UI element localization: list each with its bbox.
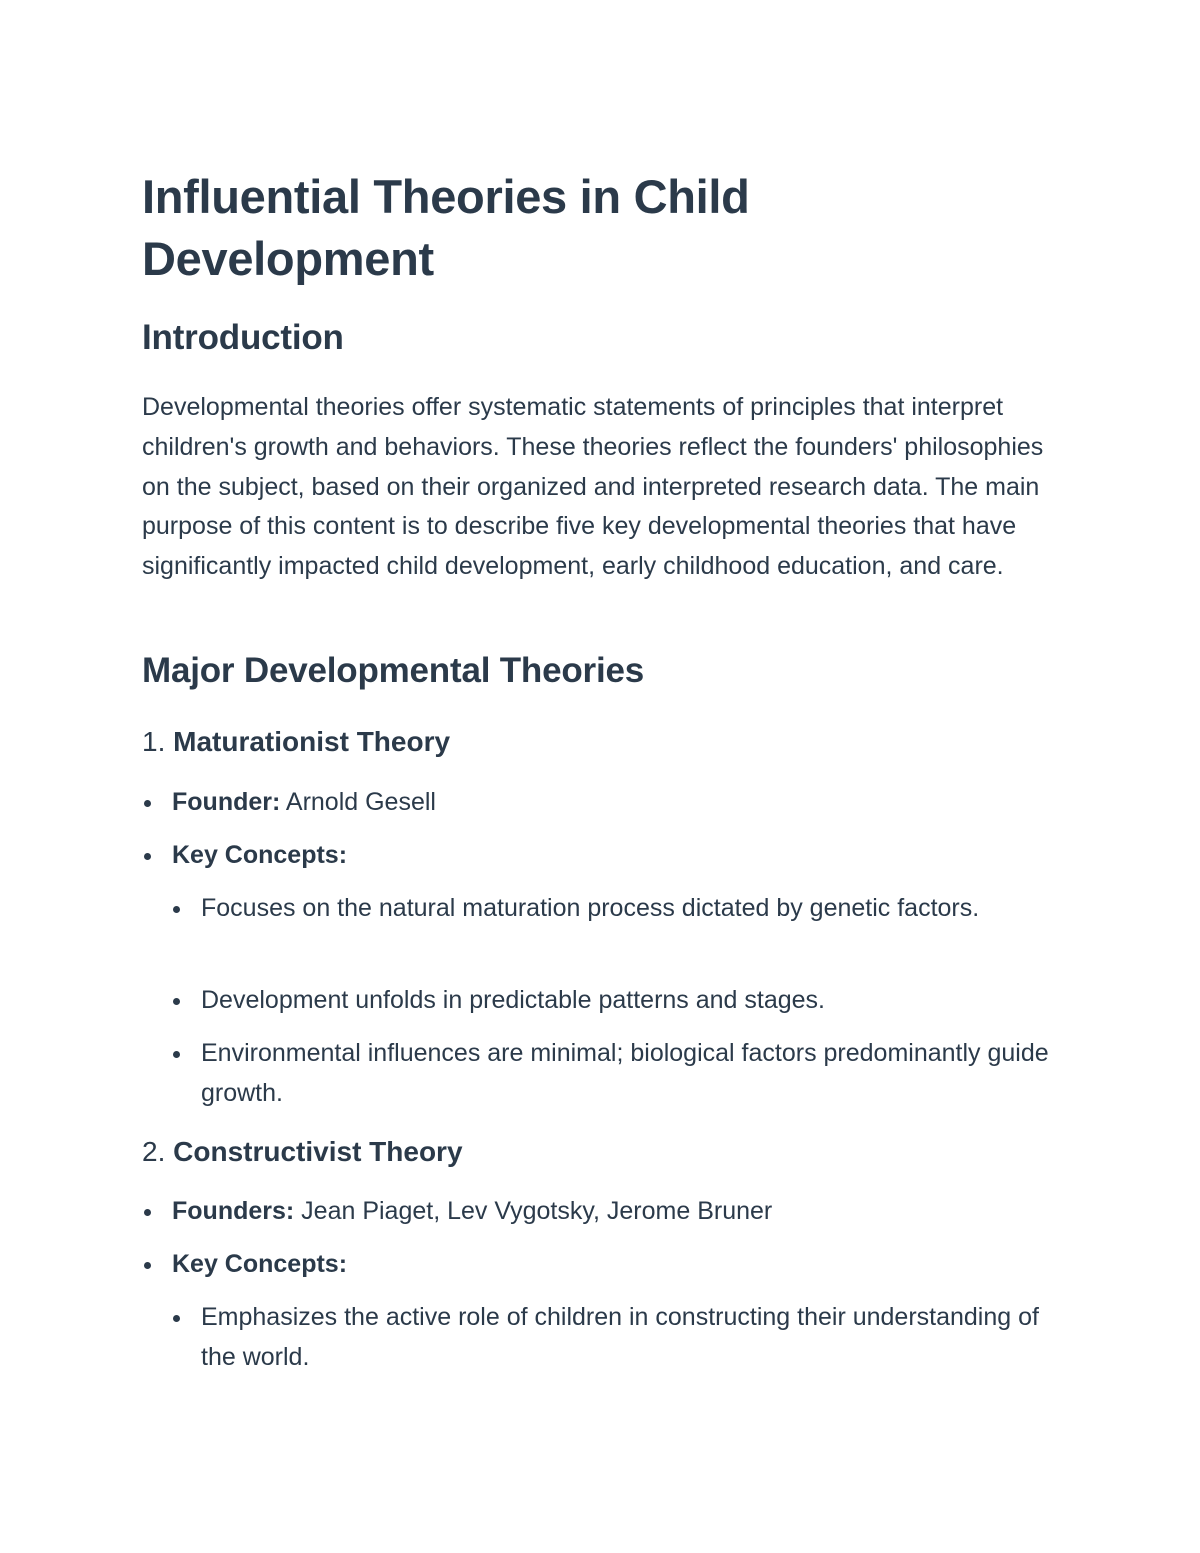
key-concepts-label: Key Concepts: [172,1250,348,1278]
theory-1-number: 1. [142,726,166,757]
theory-1-concept-2: Development unfolds in predictable patterns and stages. [142,981,1051,1021]
theory-1-founder-item [142,783,1072,823]
key-concepts-label: Key Concepts: [172,841,348,869]
introduction-heading: Introduction [142,318,344,357]
theory-1-name: Maturationist Theory [173,726,451,757]
theory-1-concept-1: Focuses on the natural maturation process dictated by genetic factors. [142,889,1051,929]
theory-1-heading [142,724,450,760]
theory-2-heading [142,1134,463,1170]
theory-1-key-concepts-item [142,836,1072,876]
theory-1-concept-3: Environmental influences are minimal; biological factors predominantly guide growth. [142,1034,1051,1114]
theory-2-number: 2. [142,1136,166,1167]
introduction-paragraph: Developmental theories offer systematic statements of principles that interpret children's growth and behaviors. These theories reflect the founders' philosophies on the subject, based on their organized and interpreted research data. The main purpose of this content is to describe five key developmental theories that have significantly impacted child development, early childhood education, and care. [142,393,1044,581]
founder-label: Founder: [172,788,281,816]
major-theories-heading: Major Developmental Theories [142,651,645,690]
theory-2-name: Constructivist Theory [173,1136,463,1167]
founder-value: Arnold Gesell [280,788,436,816]
theory-2-key-concepts-item [142,1245,1072,1285]
theory-2-founders-item [142,1192,1072,1232]
page-title: Influential Theories in Child Development [142,170,750,285]
founders-label: Founders: [172,1197,295,1225]
theory-2-concept-1: Emphasizes the active role of children in constructing their understanding of the world. [142,1298,1051,1378]
founders-value: Jean Piaget, Lev Vygotsky, Jerome Bruner [294,1197,773,1225]
